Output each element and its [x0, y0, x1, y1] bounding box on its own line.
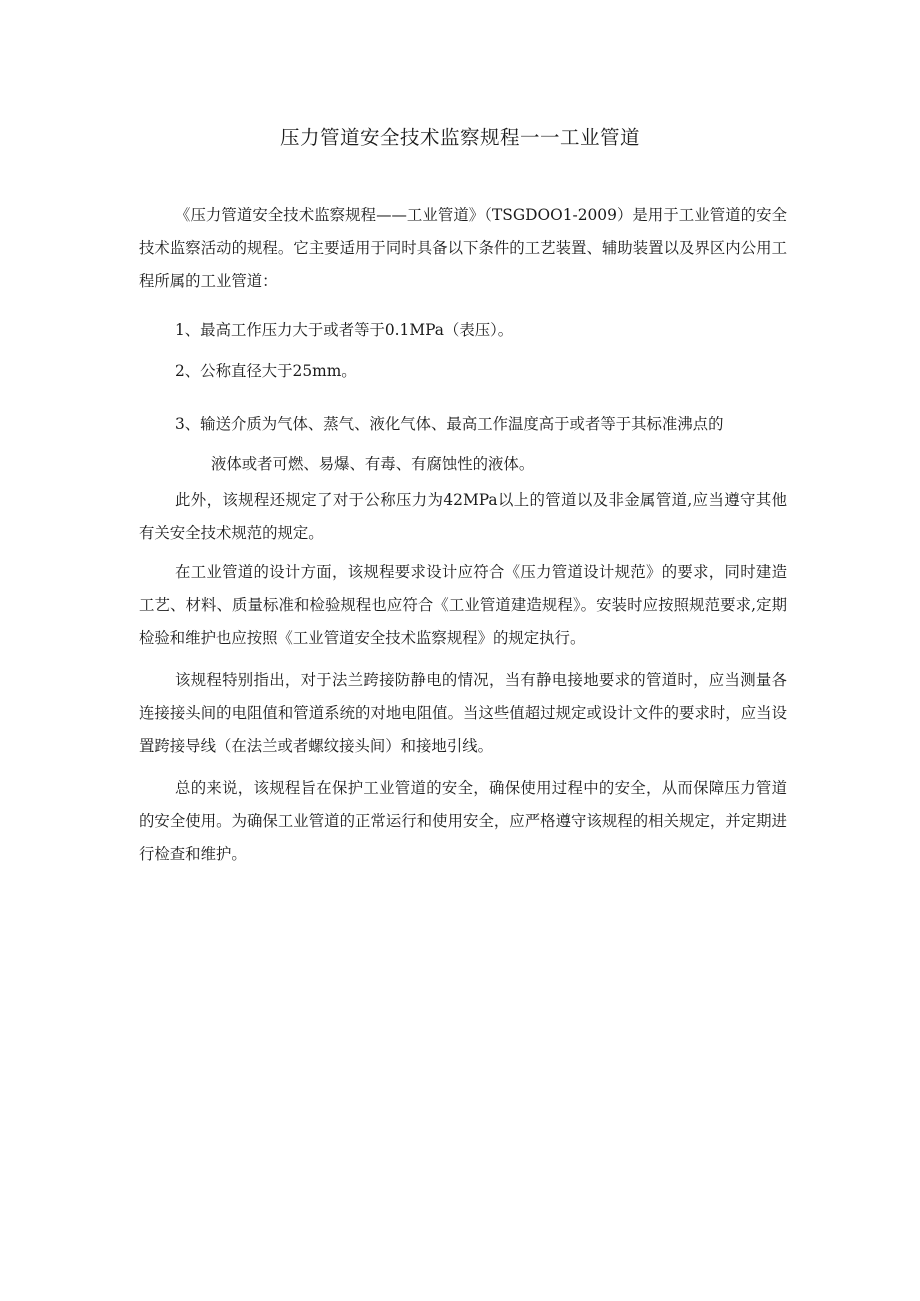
list-item-1: 1、最高工作压力大于或者等于0.1MPa（表压）。 [175, 321, 514, 339]
document-title: 压力管道安全技术监察规程一一工业管道 [279, 126, 640, 149]
paragraph-intro: 《压力管道安全技术监察规程——工业管道》（TSGDOO1-2009）是用于工业管道的安全技术监察活动的规程。它主要适用于同时具备以下条件的工艺装置、辅助装置以及界区内公用工程所属的工业管道： [139, 206, 787, 290]
paragraph-summary: 总的来说，该规程旨在保护工业管道的安全，确保使用过程中的安全，从而保障压力管道的安全使用。为确保工业管道的正常运行和使用安全，应严格遵守该规程的相关规定，并定期进行检查和维护。 [139, 779, 787, 863]
paragraph-design: 在工业管道的设计方面，该规程要求设计应符合《压力管道设计规范》的要求，同时建造工艺、材料、质量标准和检验规程也应符合《工业管道建造规程》。安装时应按照规范要求,定期检验和维护也应按照《工业管道安全技术监察规程》的规定执行。 [139, 563, 787, 647]
list-item-3-line-1: 3、输送介质为气体、蒸气、液化气体、最高工作温度高于或者等于其标准沸点的 [175, 415, 724, 433]
paragraph-static: 该规程特别指出，对于法兰跨接防静电的情况，当有静电接地要求的管道时，应当测量各连接接头间的电阻值和管道系统的对地电阻值。当这些值超过规定或设计文件的要求时，应当设置跨接导线（在法兰或者螺纹接头间）和接地引线。 [139, 671, 787, 755]
list-item-2: 2、公称直径大于25mm。 [175, 362, 357, 380]
list-item-3-line-2: 液体或者可燃、易爆、有毒、有腐蚀性的液体。 [211, 455, 535, 473]
paragraph-extra: 此外，该规程还规定了对于公称压力为42MPa以上的管道以及非金属管道,应当遵守其他有关安全技术规范的规定。 [139, 491, 787, 542]
